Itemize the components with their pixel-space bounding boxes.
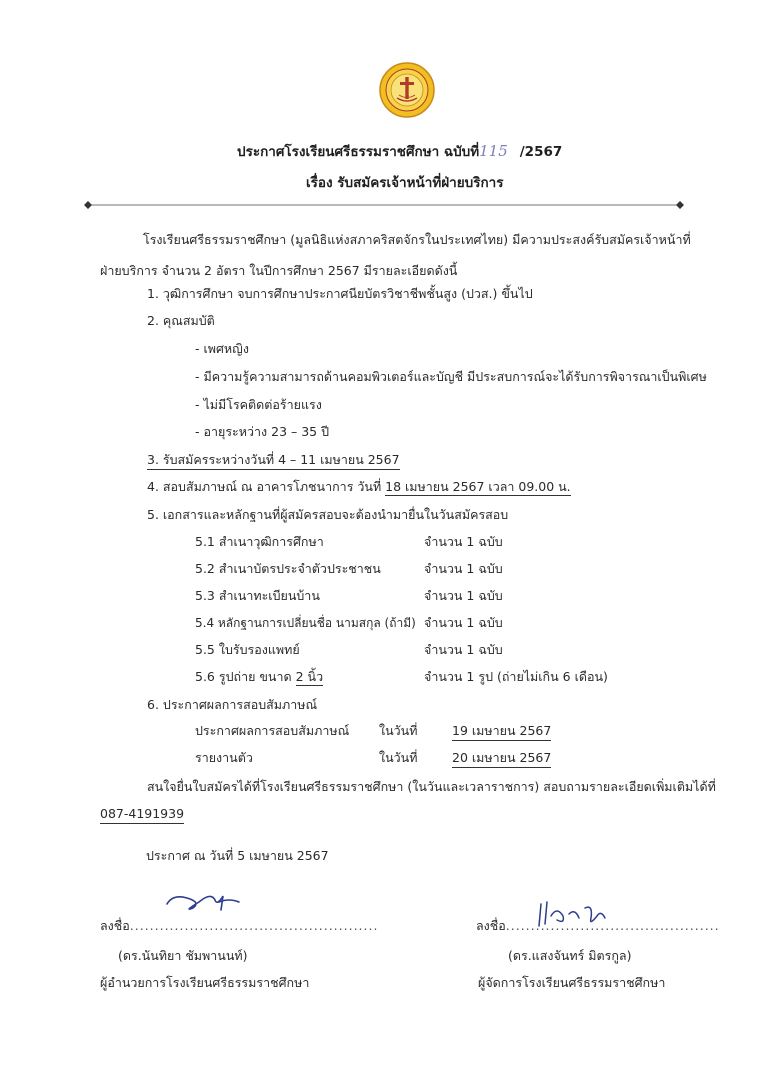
qualification-item: - เพศหญิง — [195, 341, 249, 356]
qualification-item: - มีความรู้ความสามารถด้านคอมพิวเตอร์และบัญชี มีประสบการณ์จะได้รับการพิจารณาเป็นพิเศษ — [195, 369, 707, 384]
signature-line-manager — [476, 918, 720, 934]
document-photo — [195, 669, 323, 685]
item-application-period: 3. รับสมัครระหว่างวันที่ 4 – 11 เมษายน 2567 — [147, 452, 400, 470]
announcement-date: ประกาศ ณ วันที่ 5 เมษายน 2567 — [146, 848, 329, 863]
signature-dots: .................................................. — [129, 918, 379, 933]
item-documents-heading: 5. เอกสารและหลักฐานที่ผู้สมัครสอบจะต้องนำมายื่นในวันสมัครสอบ — [147, 507, 509, 522]
title-year: /2567 — [519, 144, 563, 160]
result-date: 19 เมษายน 2567 — [452, 723, 551, 741]
item-qualifications-heading: 2. คุณสมบัติ — [147, 313, 215, 328]
signature-director-icon — [163, 880, 243, 916]
document-qty: จำนวน 1 ฉบับ — [424, 615, 503, 630]
manager-position: ผู้จัดการโรงเรียนศรีธรรมราชศึกษา — [478, 975, 666, 990]
handwritten-number: 115 — [479, 142, 508, 160]
result-on: ในวันที่ — [379, 723, 418, 738]
signature-line-director — [100, 918, 378, 934]
qualification-item: - อายุระหว่าง 23 – 35 ปี — [195, 424, 330, 439]
document-qty: จำนวน 1 ฉบับ — [424, 642, 503, 657]
title-prefix: ประกาศโรงเรียนศรีธรรมราชศึกษา ฉบับที่ — [237, 144, 480, 160]
interview-prefix: 4. สอบสัมภาษณ์ ณ อาคารโภชนาการ วันที่ — [147, 479, 386, 494]
manager-name: (ดร.แสงจันทร์ มิตรกูล) — [508, 948, 632, 963]
document-name: 5.3 สำเนาทะเบียนบ้าน — [195, 588, 320, 603]
contact-line: สนใจยื่นใบสมัครได้ที่โรงเรียนศรีธรรมราชศึกษา (ในวันและเวลาราชการ) สอบถามรายละเอียดเพิ่มเติมได้ที่ — [147, 779, 716, 794]
school-seal-icon — [379, 62, 435, 118]
contact-phone: 087-4191939 — [100, 806, 184, 824]
result-date: 20 เมษายน 2567 — [452, 750, 551, 768]
photo-size: 2 นิ้ว — [295, 669, 324, 684]
director-position: ผู้อำนวยการโรงเรียนศรีธรรมราชศึกษา — [100, 975, 310, 990]
document-name: 5.2 สำเนาบัตรประจำตัวประชาชน — [195, 561, 381, 576]
signature-label: ลงชื่อ — [476, 918, 506, 933]
document-qty: จำนวน 1 ฉบับ — [424, 561, 503, 576]
photo-prefix: 5.6 รูปถ่าย ขนาด — [195, 669, 296, 684]
item-interview — [147, 479, 571, 495]
document-qty: จำนวน 1 ฉบับ — [424, 588, 503, 603]
ornament-divider — [84, 200, 684, 210]
announcement-subject: เรื่อง รับสมัครเจ้าหน้าที่ฝ่ายบริการ — [306, 175, 504, 191]
document-name: 5.4 หลักฐานการเปลี่ยนชื่อ นามสกุล (ถ้ามี) — [195, 616, 416, 630]
intro-line-1: โรงเรียนศรีธรรมราชศึกษา (มูลนิธิแห่งสภาคริสตจักรในประเทศไทย) มีความประสงค์รับสมัครเจ้าหน้าที่ — [143, 232, 691, 247]
result-label: ประกาศผลการสอบสัมภาษณ์ — [195, 723, 350, 738]
signature-label: ลงชื่อ — [100, 918, 130, 933]
item-results-heading: 6. ประกาศผลการสอบสัมภาษณ์ — [147, 697, 318, 712]
intro-line-2: ฝ่ายบริการ จำนวน 2 อัตรา ในปีการศึกษา 2567 มีรายละเอียดดังนี้ — [100, 263, 458, 278]
document-name: 5.1 สำเนาวุฒิการศึกษา — [195, 534, 324, 549]
qualification-item: - ไม่มีโรคติดต่อร้ายแรง — [195, 397, 322, 412]
announcement-title — [237, 140, 562, 162]
document-name: 5.5 ใบรับรองแพทย์ — [195, 642, 300, 657]
result-on: ในวันที่ — [379, 750, 418, 765]
document-qty: จำนวน 1 ฉบับ — [424, 534, 503, 549]
result-label: รายงานตัว — [195, 750, 253, 765]
signature-dots: ........................................... — [505, 918, 720, 933]
item-education: 1. วุฒิการศึกษา จบการศึกษาประกาศนียบัตรวิชาชีพชั้นสูง (ปวส.) ขึ้นไป — [147, 286, 533, 301]
interview-date: 18 เมษายน 2567 เวลา 09.00 น. — [385, 479, 571, 494]
director-name: (ดร.นันทิยา ชัมพานนท์) — [118, 948, 248, 963]
photo-qty: จำนวน 1 รูป (ถ่ายไม่เกิน 6 เดือน) — [424, 669, 608, 684]
